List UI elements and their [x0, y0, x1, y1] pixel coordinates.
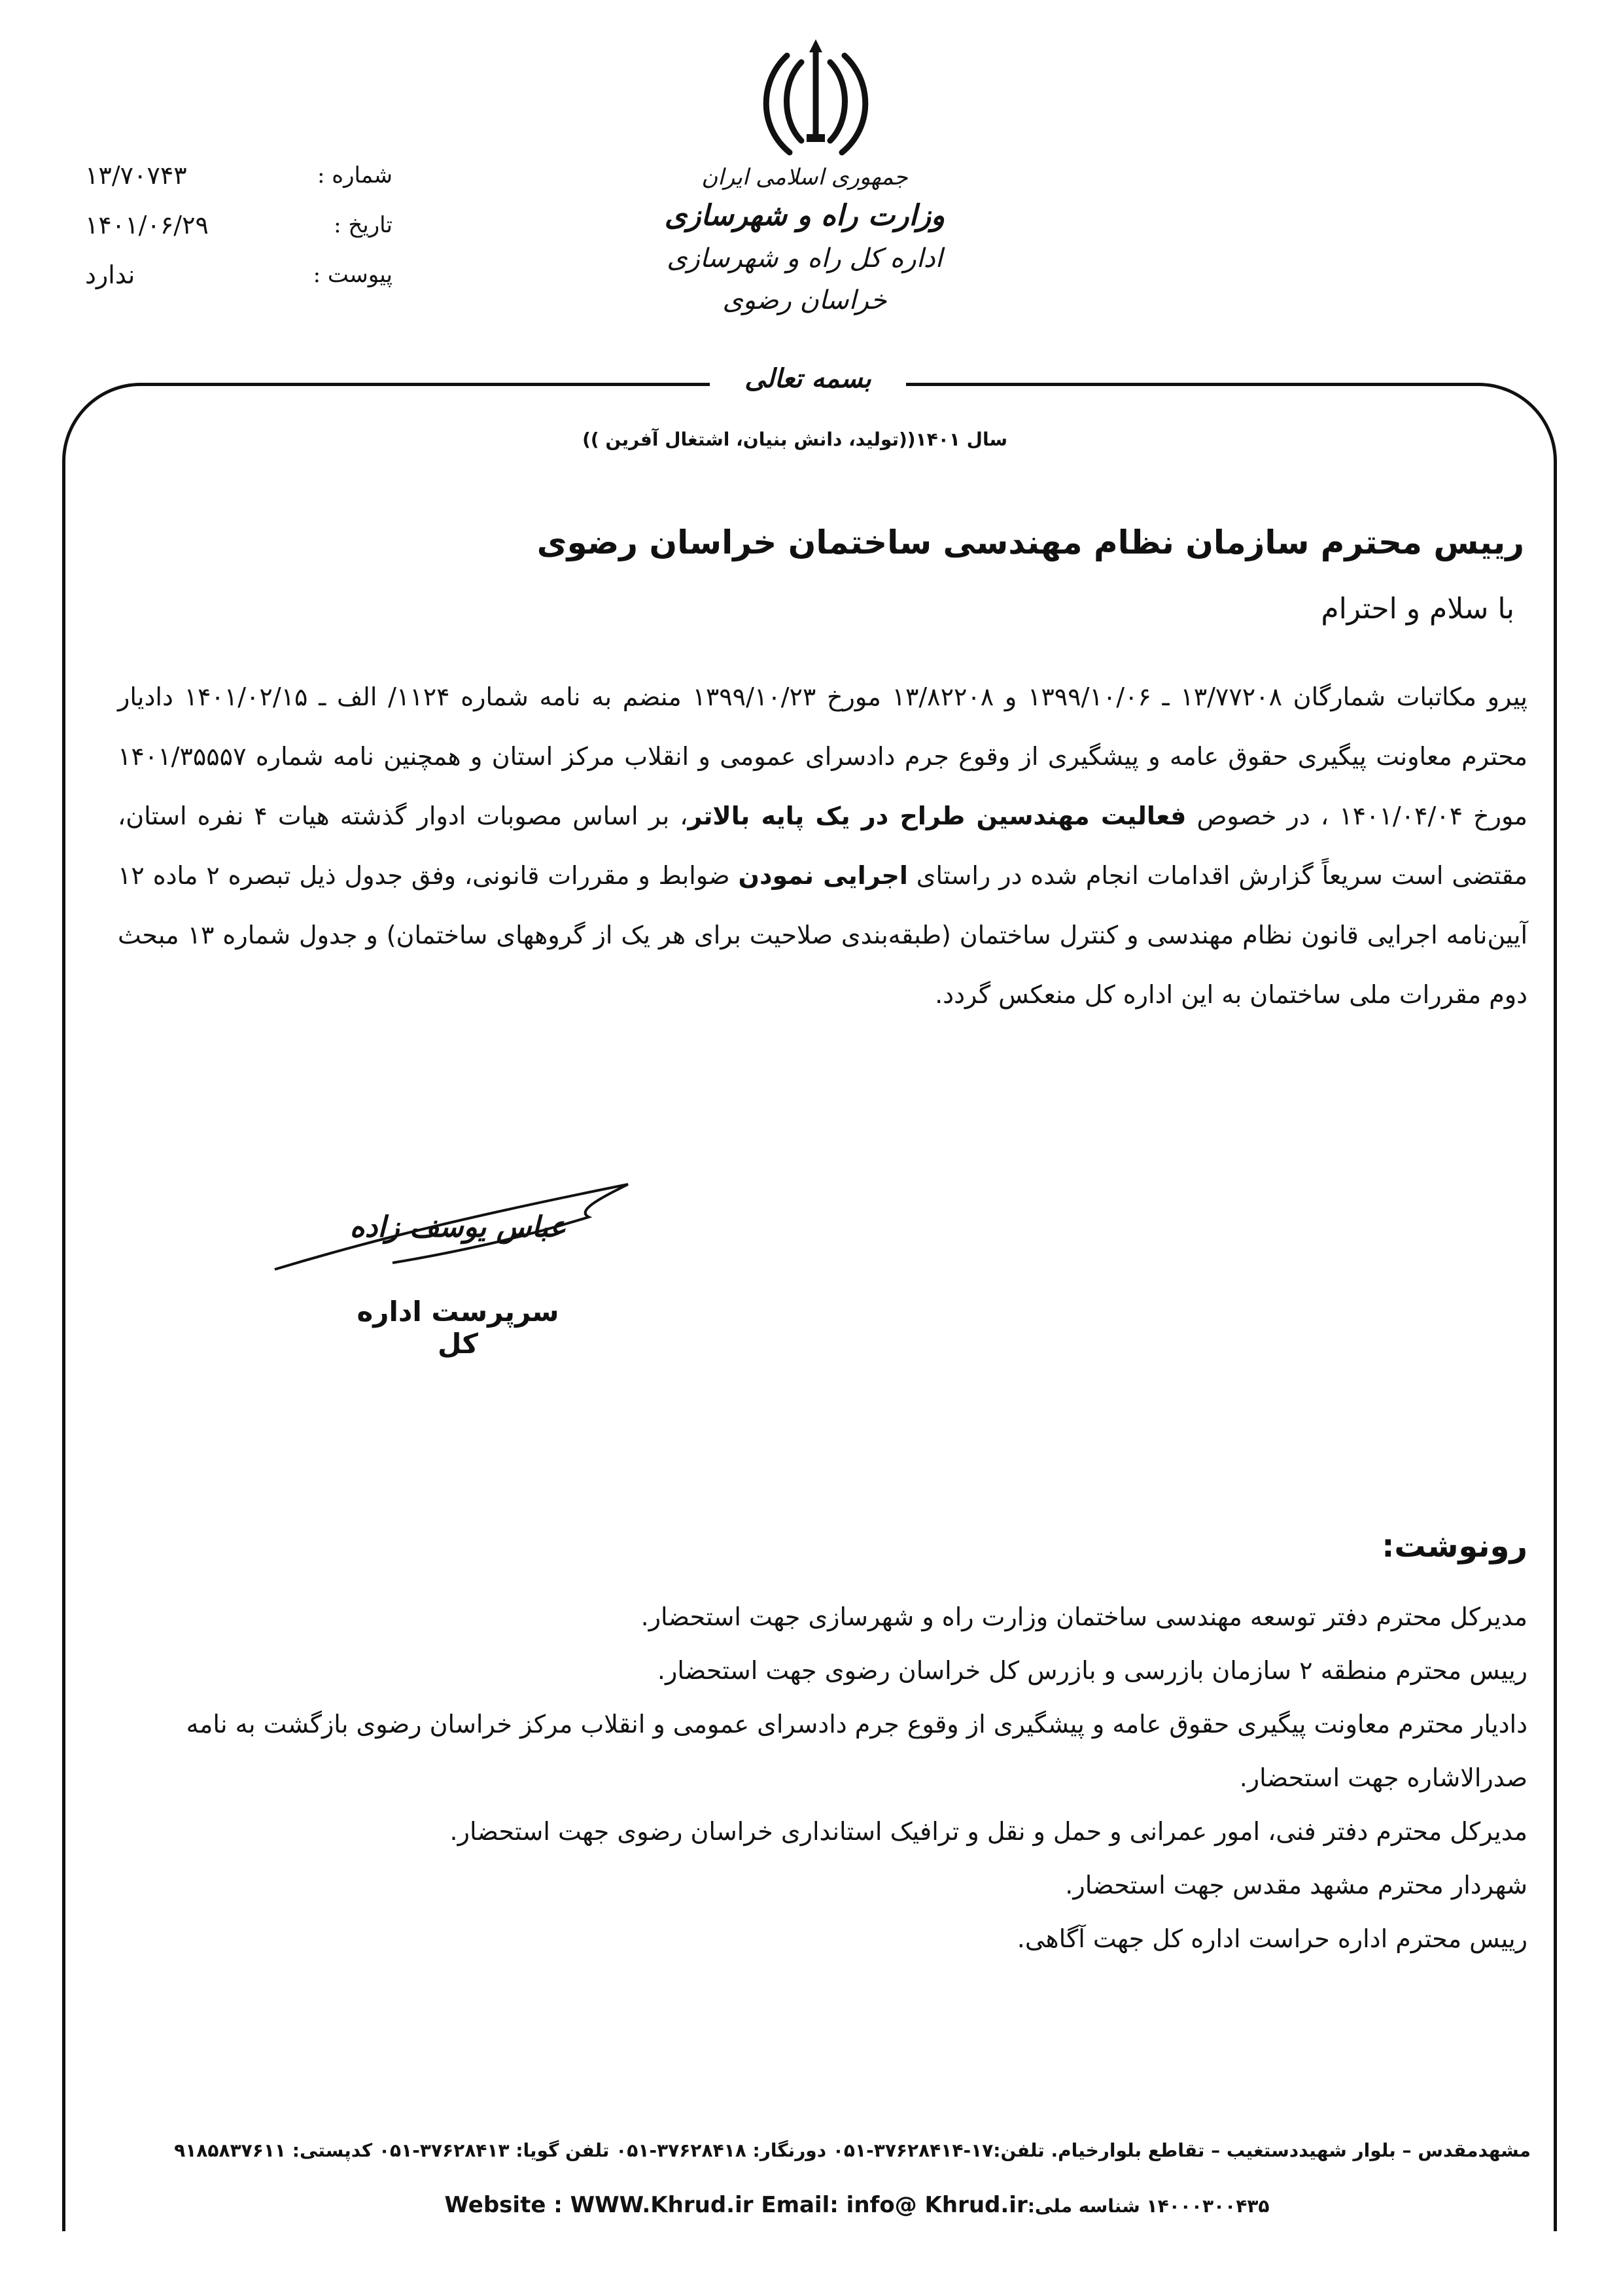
greeting: با سلام و احترام [1321, 592, 1514, 626]
cc-item: رییس محترم منطقه ۲ سازمان بازرسی و بازرس کل خراسان رضوی جهت استحضار. [657, 1656, 1527, 1685]
country-name: جمهوری اسلامی ایران [701, 164, 908, 190]
letter-attachment-label: پیوست : [313, 262, 393, 288]
letter-attachment-value: ندارد [85, 260, 135, 289]
body-part-2: ، بر اساس مصوبات ادوار گذشته هیات ۴ نفره استان، مقتضی است سریعاً گزارش اقدامات انجام شده در راستای [118, 802, 1527, 890]
footer-address: مشهدمقدس – بلوار شهیددستغیب – تقاطع بلوارخیام. تلفن:۱۷-۳۷۶۲۸۴۱۴-۰۵۱ دورنگار: ۳۷۶۲۸۴۱۸-۰۵۱ تلفن گویا: ۳۷۶۲۸۴۱۳-۰۵۱ کدپستی: ۹۱۸۵۸۳۷۶۱۱ [174, 2140, 1531, 2161]
cc-item: شهردار محترم مشهد مقدس جهت استحضار. [1065, 1871, 1527, 1899]
signer-name: عباس یوسف زاده [349, 1210, 567, 1244]
cc-list [111, 1590, 1527, 1966]
iran-emblem-icon [756, 36, 877, 164]
besmeh-heading: بسمه تعالی [744, 363, 871, 394]
letter-number-label: شماره : [317, 162, 393, 188]
ministry-name: وزارت راه و شهرسازی [664, 199, 945, 232]
year-slogan: سال ۱۴۰۱((تولید، دانش بنیان، اشتغال آفرین )) [582, 429, 1007, 450]
footer-contact [432, 2192, 1282, 2218]
letter-meta [85, 150, 393, 300]
cc-item: دادیار محترم معاونت پیگیری حقوق عامه و پیشگیری از وقوع جرم دادسرای عمومی و انقلاب مرکز خراسان رضوی بازگشت به نامه صدرالاشاره جهت استحضار. [186, 1710, 1527, 1792]
cc-item: مدیرکل محترم دفتر فنی، امور عمرانی و حمل و نقل و ترافیک استانداری خراسان رضوی جهت استحضار. [449, 1817, 1527, 1846]
letter-number-row [85, 150, 393, 200]
footer-national-id: ۱۴۰۰۰۳۰۰۴۳۵ شناسه ملی: [1027, 2195, 1270, 2217]
letter-date-label: تاریخ : [334, 212, 393, 238]
body-part-3: ضوابط و مقررات قانونی، وفق جدول ذیل تبصره ۲ ماده ۱۲ آیین‌نامه اجرایی قانون نظام مهندسی و کنترل ساختمان (طبقه‌بندی صلاحیت برای هر یک از گروههای ساختمان) و جدول شماره ۱۳ مبحث دوم مقررات ملی ساختمان به این اداره کل منعکس گردد. [118, 861, 1527, 1009]
department-name: اداره کل راه و شهرسازی خراسان رضوی [667, 243, 943, 315]
ministry-header [641, 160, 968, 321]
letter-body [118, 667, 1527, 1025]
cc-item: مدیرکل محترم دفتر توسعه مهندسی ساختمان وزارت راه و شهرسازی جهت استحضار. [640, 1602, 1527, 1631]
recipient-title: رییس محترم سازمان نظام مهندسی ساختمان خراسان رضوی [536, 523, 1524, 561]
letter-attachment-row [85, 250, 393, 300]
letter-date-value: ۱۴۰۱/۰۶/۲۹ [85, 211, 209, 239]
letter-number-value: ۱۳/۷۰۷۴۳ [85, 161, 187, 190]
cc-item: رییس محترم اداره حراست اداره کل جهت آگاهی. [1017, 1924, 1527, 1953]
footer-website: Website : WWW.Khrud.ir Email: info@ Khrud.ir [444, 2192, 1028, 2218]
cc-title: رونوشت: [1382, 1528, 1527, 1564]
letter-date-row [85, 200, 393, 250]
body-bold-2: اجرایی نمودن [738, 861, 908, 890]
signer-title: سرپرست اداره کل [357, 1296, 559, 1360]
body-bold-1: فعالیت مهندسین طراح در یک پایه بالاتر [688, 802, 1187, 830]
body-part-1: پیرو مکاتبات شمارگان ۱۳/۷۷۲۰۸ ـ ۱۳۹۹/۱۰/۰۶ و ۱۳/۸۲۲۰۸ مورخ ۱۳۹۹/۱۰/۲۳ منضم به نامه شماره ۱۱۲۴/ الف ـ ۱۴۰۱/۰۲/۱۵ دادیار محترم معاونت پیگیری حقوق عامه و پیشگیری از وقوع جرم دادسرای عمومی و انقلاب مرکز استان و همچنین نامه شماره ۱۴۰۱/۳۵۵۵۷ مورخ ۱۴۰۱/۰۴/۰۴ ، در خصوص [118, 682, 1527, 830]
